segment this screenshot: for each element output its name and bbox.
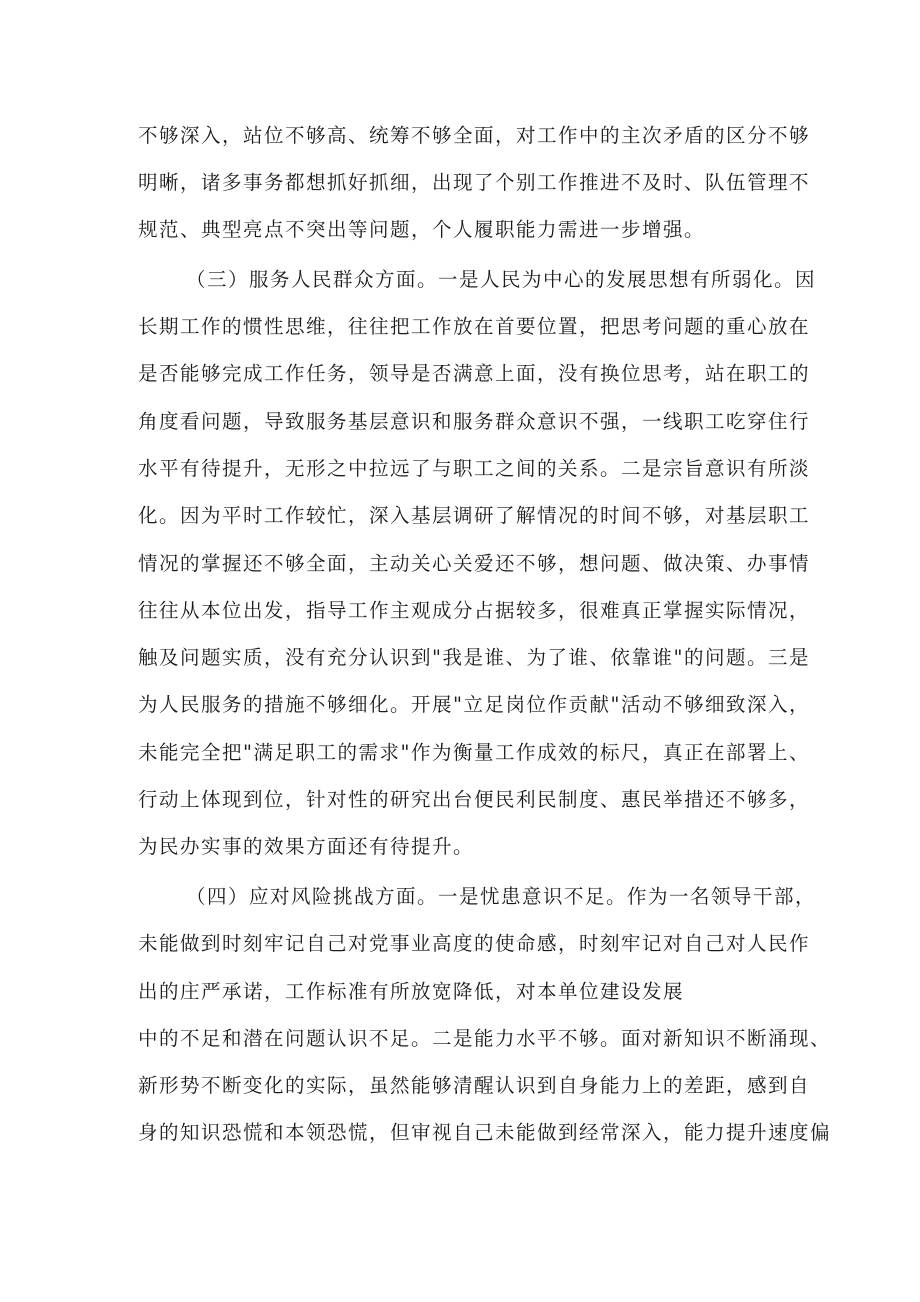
text-line: 是否能够完成工作任务，领导是否满意上面，没有换位思考，站在职工的 xyxy=(138,362,811,385)
section-heading-line: （三）服务人民群众方面。一是人民为中心的发展思想有所弱化。因 xyxy=(186,268,817,291)
text-line: 身的知识恐慌和本领恐慌，但审视自己未能做到经常深入，能力提升速度偏 xyxy=(138,1121,832,1144)
text-line: 不够深入，站位不够高、统筹不够全面，对工作中的主次矛盾的区分不够 xyxy=(138,124,811,147)
text-line: 行动上体现到位，针对性的研究出台便民利民制度、惠民举措还不够多， xyxy=(138,788,811,811)
text-line: 往往从本位出发，指导工作主观成分占据较多，很难真正掌握实际情况， xyxy=(138,599,811,622)
text-line: 未能完全把"满足职工的需求"作为衡量工作成效的标尺，真正在部署上、 xyxy=(138,741,810,764)
text-line: 为民办实事的效果方面还有待提升。 xyxy=(138,835,475,858)
text-line: 化。因为平时工作较忙，深入基层调研了解情况的时间不够，对基层职工 xyxy=(138,504,811,527)
text-line: 新形势不断变化的实际，虽然能够清醒认识到自身能力上的差距，感到自 xyxy=(138,1074,811,1097)
text-line: 情况的掌握还不够全面，主动关心关爱还不够，想问题、做决策、办事情 xyxy=(138,552,811,575)
text-line: 触及问题实质，没有充分认识到"我是谁、为了谁、依靠谁"的问题。三是 xyxy=(138,646,810,669)
text-line: 未能做到时刻牢记自己对党事业高度的使命感，时刻牢记对自己对人民作 xyxy=(138,932,811,955)
text-line: 角度看问题，导致服务基层意识和服务群众意识不强，一线职工吃穿住行 xyxy=(138,410,811,433)
text-line: 中的不足和潜在问题认识不足。二是能力水平不够。面对新知识不断涌现、 xyxy=(138,1027,832,1050)
text-line: 水平有待提升，无形之中拉远了与职工之间的关系。二是宗旨意识有所淡 xyxy=(138,457,811,480)
text-line: 出的庄严承诺，工作标准有所放宽降低，对本单位建设发展 xyxy=(138,980,685,1003)
text-line: 为人民服务的措施不够细化。开展"立足岗位作贡献"活动不够细致深入， xyxy=(138,693,810,716)
text-line: 长期工作的惯性思维，往往把工作放在首要位置，把思考问题的重心放在 xyxy=(138,315,811,338)
text-line: 规范、典型亮点不突出等问题，个人履职能力需进一步增强。 xyxy=(138,218,706,241)
text-line: 明晰，诸多事务都想抓好抓细，出现了个别工作推进不及时、队伍管理不 xyxy=(138,171,811,194)
section-heading-line: （四）应对风险挑战方面。一是忧患意识不足。作为一名领导干部， xyxy=(186,885,817,908)
